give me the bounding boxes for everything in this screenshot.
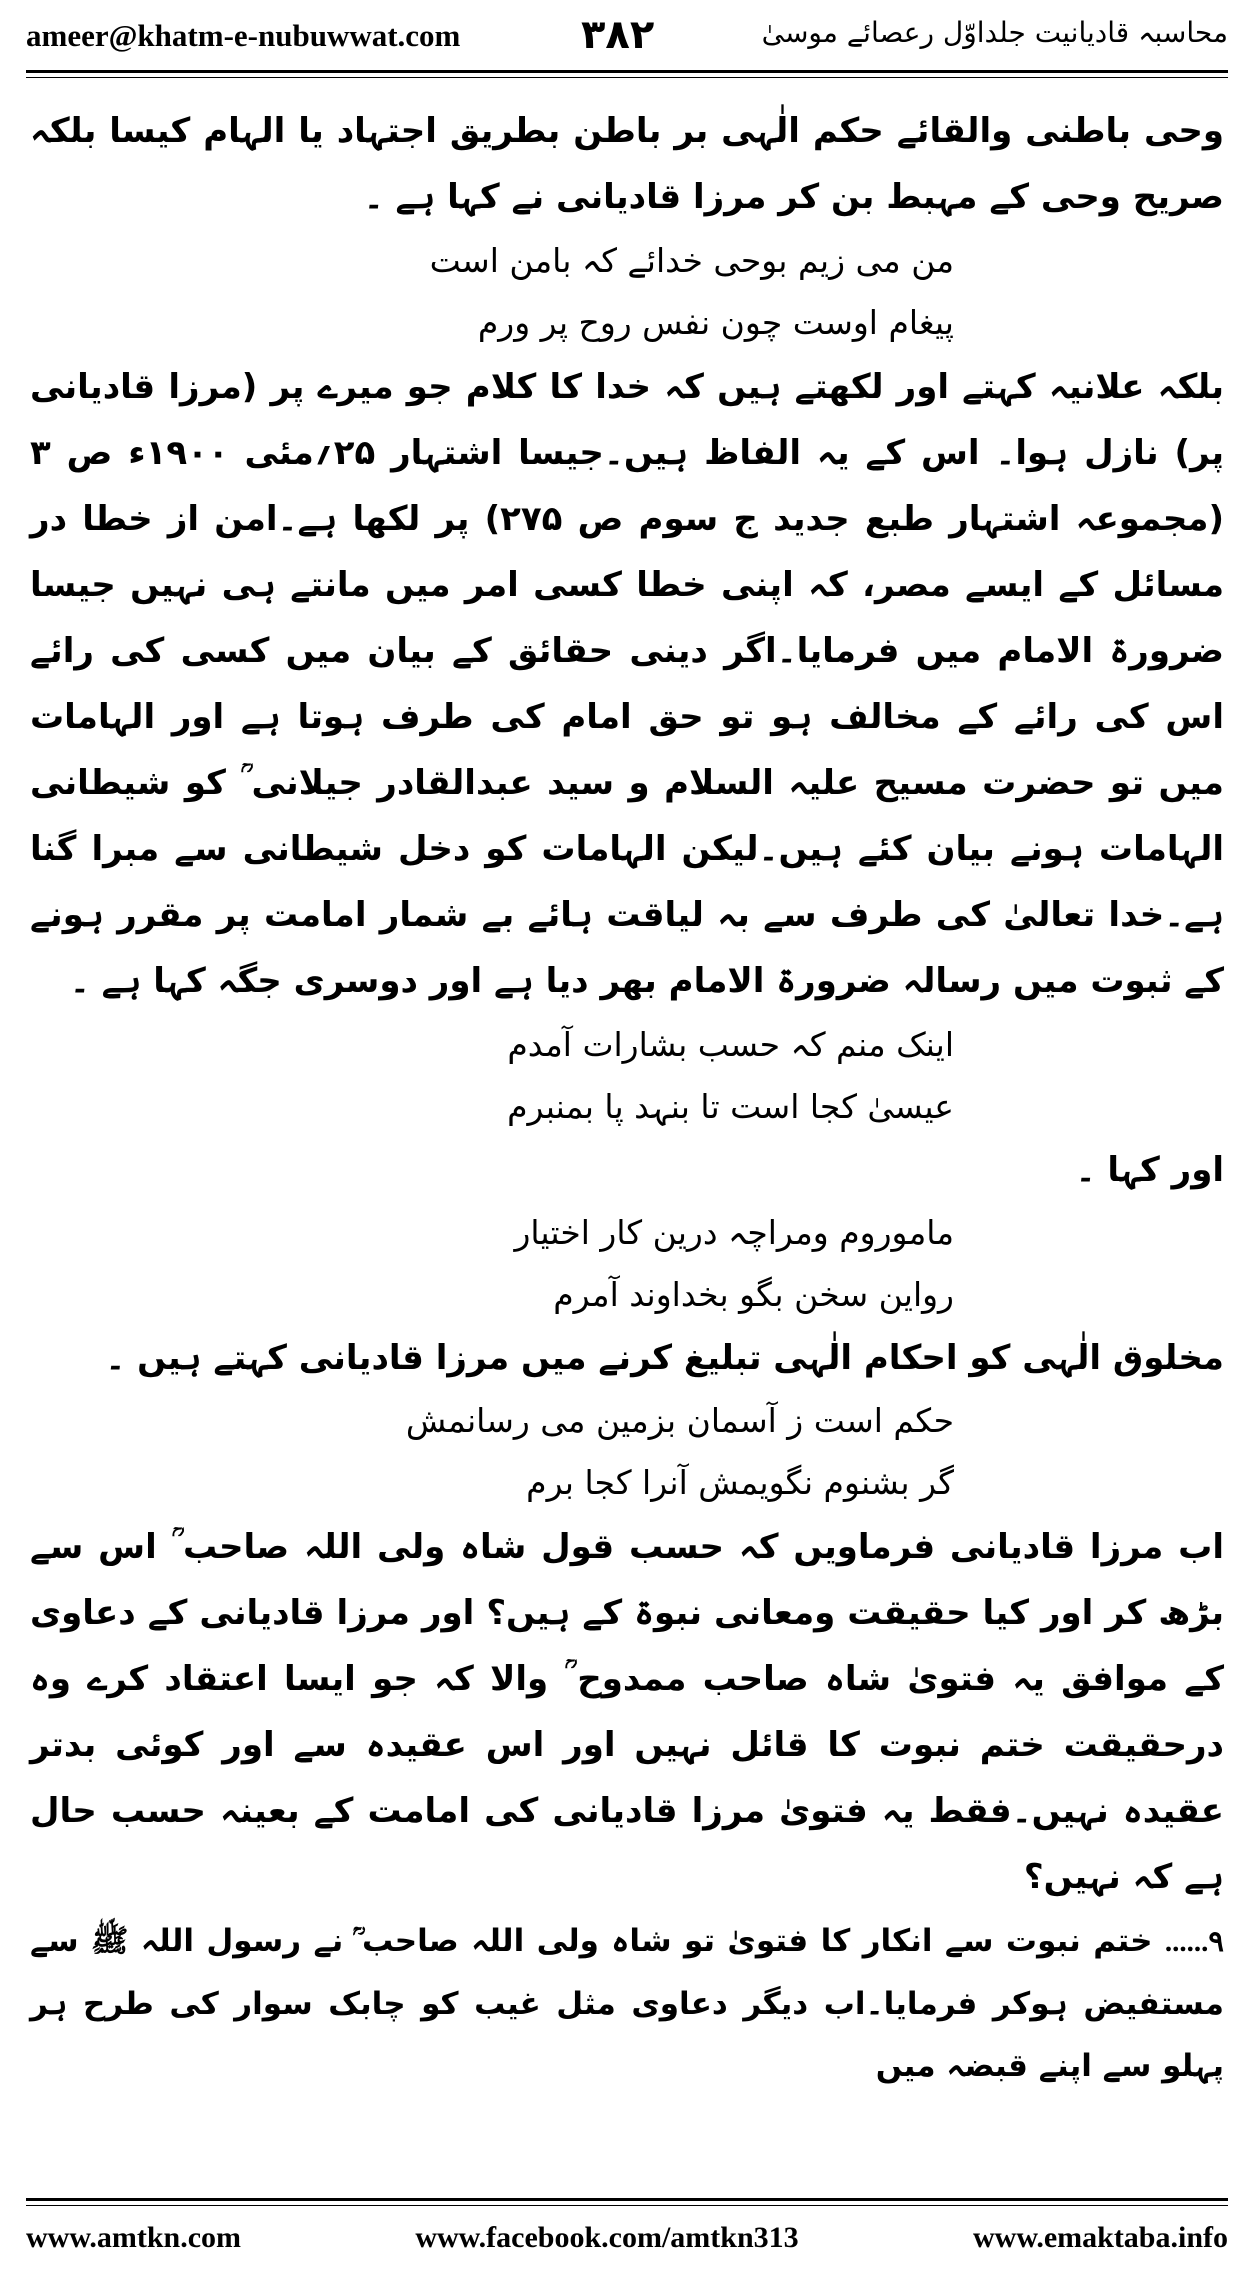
verse-line: من می زیم بوحی خدائے کہ بامن است bbox=[429, 241, 954, 280]
verse-block-3 bbox=[30, 1202, 1224, 1326]
page-number: ۳۸۲ bbox=[581, 12, 655, 58]
verse-line: پیغام اوست چون نفس روح پر ورم bbox=[477, 303, 954, 342]
header-rule bbox=[26, 70, 1228, 73]
book-title: محاسبہ قادیانیت جلداوّل رعصائے موسیٰ bbox=[761, 16, 1228, 49]
conclusion-paragraph: اب مرزا قادیانی فرماویں کہ حسب قول شاہ ولی اللہ صاحب ؒ اس سے بڑھ کر اور کیا حقیقت ومعانی نبوۃ کے ہیں؟ اور مرزا قادیانی کے دعاوی کے موافق یہ فتویٰ شاہ صاحب ممدوح ؒ والا کہ جو ایسا اعتقاد کرے وہ درحقیقت ختم نبوت کا قائل نہیں اور اس عقیدہ سے اور کوئی بدتر عقیدہ نہیں۔فقط یہ فتویٰ مرزا قادیانی کی امامت کے بعینہ حسب حال ہے کہ نہیں؟ bbox=[30, 1527, 1224, 1897]
footer-link-facebook[interactable]: www.facebook.com/amtkn313 bbox=[415, 2221, 799, 2254]
header-email: ameer@khatm-e-nubuwwat.com bbox=[26, 18, 461, 53]
page-body bbox=[30, 92, 1224, 2142]
verse-line: عیسیٰ کجا است تا بنہد پا بمنبرم bbox=[507, 1087, 954, 1126]
footer-link-amtkn[interactable]: www.amtkn.com bbox=[26, 2221, 241, 2254]
header-rule-thin bbox=[26, 77, 1228, 78]
verse-block-4 bbox=[30, 1390, 1224, 1514]
main-paragraph: بلکہ علانیہ کہتے اور لکھتے ہیں کہ خدا کا کلام جو میرے پر (مرزا قادیانی پر) نازل ہوا۔ اس کے یہ الفاظ ہیں۔جیسا اشتہار ۲۵؍مئی ۱۹۰۰ء ص ۳ (مجموعہ اشتہار طبع جدید ج سوم ص ۲۷۵) پر لکھا ہے۔امن از خطا در مسائل کے ایسے مصر، کہ اپنی خطا کسی امر میں مانتے ہی نہیں جیسا ضرورۃ الامام میں فرمایا۔اگر دینی حقائق کے بیان میں کسی کی رائے اس کی رائے کے مخالف ہو تو حق امام کی طرف ہوتا ہے اور الہامات میں تو حضرت مسیح علیہ السلام و سید عبدالقادر جیلانی ؒ کو شیطانی الہامات ہونے بیان کئے ہیں۔لیکن الہامات کو دخل شیطانی سے مبرا گنا ہے۔خدا تعالیٰ کی طرف سے بہ لیاقت ہائے بے شمار امامت پر مقرر ہونے کے ثبوت میں رسالہ ضرورۃ الامام بھر دیا ہے اور دوسری جگہ کہا ہے ۔ bbox=[30, 367, 1225, 1001]
verse-line: رواین سخن بگو بخداوند آمرم bbox=[553, 1275, 954, 1314]
footer-rule-thin bbox=[26, 2205, 1228, 2206]
verse-block-1 bbox=[30, 230, 1224, 354]
footer-rule bbox=[26, 2198, 1228, 2201]
intro-paragraph: وحی باطنی والقائے حکم الٰہی بر باطن بطریق اجتہاد یا الہام کیسا بلکہ صریح وحی کے مہبط بن کر مرزا قادیانی نے کہا ہے ۔ bbox=[30, 111, 1224, 217]
verse-line: اینک منم کہ حسب بشارات آمدم bbox=[507, 1025, 954, 1064]
page-footer bbox=[26, 2214, 1228, 2262]
footnote-text: ختم نبوت سے انکار کا فتویٰ تو شاہ ولی اللہ صاحب ؒ نے رسول اللہ ﷺ سے مستفیض ہوکر فرمایا۔اب دیگر دعاوی مثل غیب کو چابک سوار کی طرح ہر پہلو سے اپنے قبضہ میں bbox=[30, 1923, 1224, 2084]
footnote-number: ۹...... bbox=[1164, 1926, 1224, 1958]
verse-line: حکم است ز آسمان بزمین می رسانمش bbox=[405, 1401, 954, 1440]
verse-line: ماموروم ومراچہ درین کار اختیار bbox=[514, 1213, 954, 1252]
aur-kaha-line: اور کہا ۔ bbox=[1075, 1150, 1224, 1190]
footer-link-emaktaba[interactable]: www.emaktaba.info bbox=[972, 2221, 1228, 2254]
creation-paragraph: مخلوق الٰہی کو احکام الٰہی تبلیغ کرنے میں مرزا قادیانی کہتے ہیں ۔ bbox=[105, 1338, 1224, 1378]
page-header bbox=[26, 12, 1228, 64]
footnote bbox=[30, 1910, 1224, 2097]
verse-line: گر بشنوم نگویمش آنرا کجا برم bbox=[526, 1463, 954, 1502]
verse-block-2 bbox=[30, 1014, 1224, 1138]
